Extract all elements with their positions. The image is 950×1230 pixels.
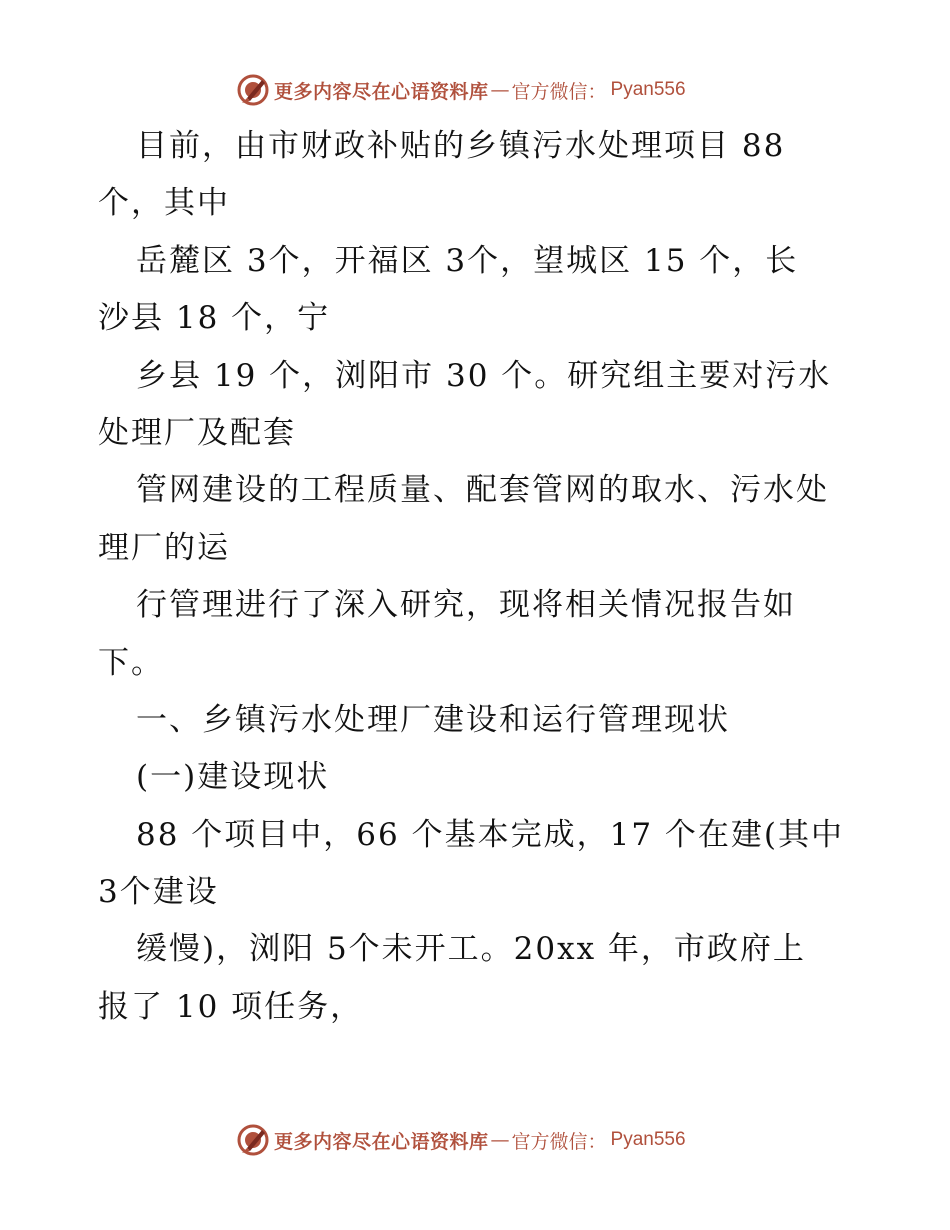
- text-line: 沙县 18 个，宁: [98, 300, 331, 337]
- banner-wechat-id: Pyan556: [610, 1129, 686, 1150]
- pen-logo-icon: [236, 1123, 270, 1157]
- text-line: 岳麓区 3个，开福区 3个，望城区 15 个，长: [136, 242, 799, 279]
- banner-wechat-id: Pyan556: [610, 79, 686, 100]
- text-line: 行管理进行了深入研究，现将相关情况报告如: [136, 587, 796, 624]
- text-line: 处理厂及配套: [98, 414, 296, 451]
- text-line: (一)建设现状: [136, 759, 330, 796]
- pen-logo-icon: [236, 73, 270, 107]
- text-line: 管网建设的工程质量、配套管网的取水、污水处: [136, 472, 829, 509]
- text-line: 下。: [98, 644, 164, 681]
- text-line: 理厂的运: [98, 529, 230, 566]
- header-banner: [236, 72, 686, 108]
- banner-brand-text: 更多内容尽在心语资料库: [274, 1130, 489, 1153]
- document-body: [98, 118, 878, 1036]
- text-line: 目前，由市财政补贴的乡镇污水处理项目 88: [136, 128, 786, 164]
- banner-wechat-label: 官方微信：: [511, 1130, 607, 1153]
- text-line: 缓慢)，浏阳 5个未开工。20xx 年，市政府上: [136, 931, 806, 968]
- banner-separator: —: [490, 79, 510, 101]
- text-line: 88 个项目中，66 个基本完成，17 个在建(其中: [136, 816, 844, 853]
- footer-banner: [236, 1122, 686, 1158]
- text-line: 3个建设: [98, 874, 219, 911]
- text-line: 个，其中: [98, 185, 230, 222]
- text-line: 乡县 19 个，浏阳市 30 个。研究组主要对污水: [136, 357, 832, 394]
- text-line: 一、乡镇污水处理厂建设和运行管理现状: [136, 701, 730, 738]
- banner-brand-text: 更多内容尽在心语资料库: [274, 80, 489, 103]
- banner-separator: —: [490, 1129, 510, 1151]
- banner-wechat-label: 官方微信：: [511, 80, 607, 103]
- text-line: 报了 10 项任务，: [98, 988, 364, 1025]
